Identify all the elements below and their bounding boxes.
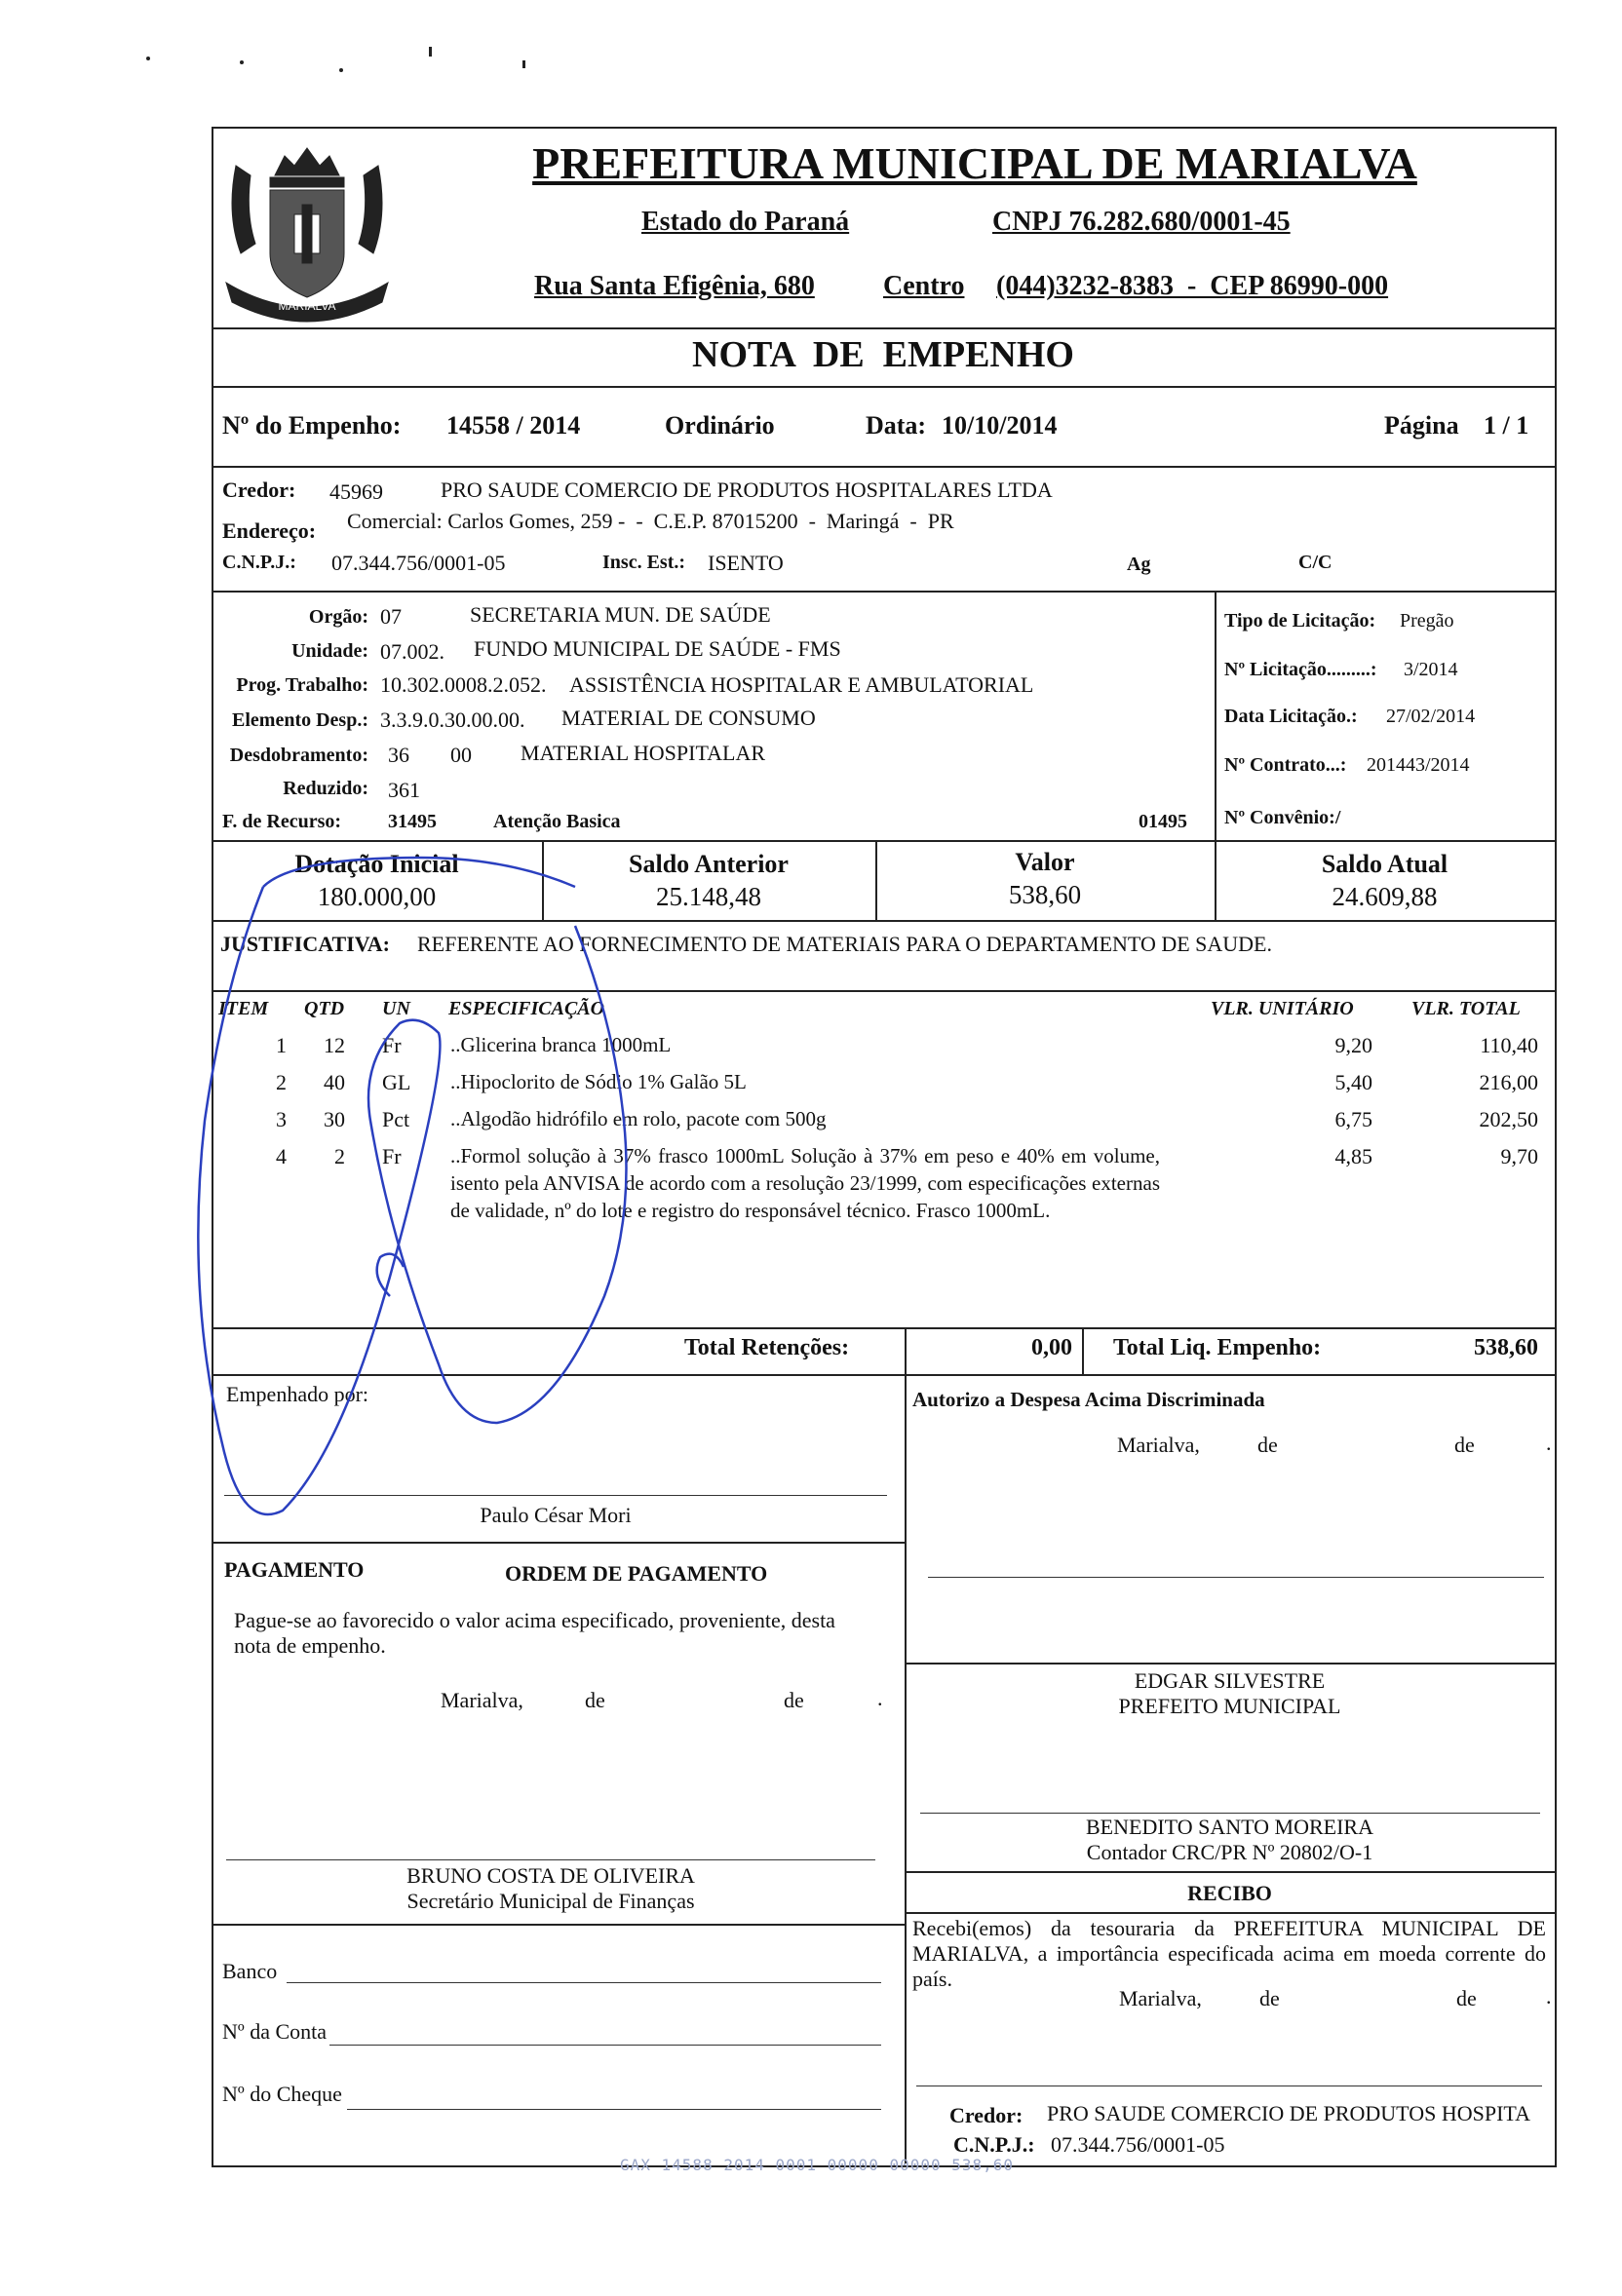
recibo-cnpj-label: C.N.P.J.:	[953, 2132, 1035, 2157]
dotacao-value: 180.000,00	[317, 882, 437, 911]
desdobramento-b: 00	[450, 743, 472, 767]
header-state: Estado do Paraná	[641, 207, 850, 237]
reduzido-value: 361	[388, 778, 420, 802]
recibo-cnpj: 07.344.756/0001-05	[1051, 2132, 1225, 2157]
prog-trabalho-name: ASSISTÊNCIA HOSPITALAR E AMBULATORIAL	[569, 672, 1034, 697]
empenhado-por-name: Paulo César Mori	[480, 1503, 632, 1527]
insc-est-label: Insc. Est.:	[602, 552, 686, 573]
prog-trabalho-label: Prog. Trabalho:	[236, 674, 368, 696]
header-district: Centro	[883, 271, 965, 301]
item-1-un: Fr	[382, 1033, 402, 1057]
elemento-label: Elemento Desp.:	[232, 709, 368, 731]
prog-trabalho-code: 10.302.0008.2.052.	[380, 672, 547, 697]
item-3-total: 202,50	[1479, 1107, 1538, 1131]
data-licitacao: 27/02/2014	[1386, 706, 1476, 727]
item-3-unit: 6,75	[1334, 1107, 1372, 1131]
credor-cnpj: 07.344.756/0001-05	[331, 551, 506, 575]
data-licitacao-label: Data Licitação.:	[1224, 706, 1358, 727]
address-label: Endereço:	[222, 518, 317, 543]
col-spec-header: ESPECIFICAÇÃO	[448, 998, 605, 1019]
recibo-credor-label: Credor:	[949, 2103, 1023, 2127]
page-number: 1 / 1	[1484, 411, 1529, 440]
header-cnpj: CNPJ 76.282.680/0001-45	[992, 207, 1291, 237]
desdobramento-label: Desdobramento:	[229, 745, 368, 766]
item-4-spec: ..Formol solução à 37% frasco 1000mL Solução à 37% em peso e 40% em volume, isento pela ANVISA de acordo com a resolução 23/1999, com especificações externas de validade, nº do lote e registro do responsável técnico. Frasco 1000mL.	[450, 1144, 1160, 1222]
svg-text:MARIALVA: MARIALVA	[278, 299, 336, 313]
credor-name: PRO SAUDE COMERCIO DE PRODUTOS HOSPITALARES LTDA	[441, 478, 1053, 502]
item-2-un: GL	[382, 1070, 411, 1094]
item-4-number: 4	[276, 1144, 287, 1168]
total-liq-value: 538,60	[1474, 1335, 1538, 1360]
empenho-number: 14558 / 2014	[446, 411, 581, 440]
tipo-licitacao: Pregão	[1400, 610, 1454, 631]
item-1-total: 110,40	[1480, 1033, 1538, 1057]
item-2-unit: 5,40	[1334, 1070, 1372, 1094]
item-2-qtd: 40	[324, 1070, 345, 1094]
col-qtd-header: QTD	[304, 998, 345, 1019]
valor-value: 538,60	[1008, 880, 1082, 909]
cheque-field[interactable]	[347, 2109, 881, 2110]
recibo-city: Marialva,	[1119, 1986, 1202, 2010]
conta-label: Nº da Conta	[222, 2019, 328, 2044]
contrato-label: Nº Contrato...:	[1224, 754, 1347, 776]
pagamento-label: PAGAMENTO	[224, 1557, 365, 1582]
orgao-label: Orgão:	[308, 606, 368, 628]
item-4-unit: 4,85	[1334, 1144, 1372, 1168]
banco-label: Banco	[222, 1959, 278, 1983]
item-2-spec: ..Hipoclorito de Sódio 1% Galão 5L	[450, 1070, 747, 1093]
orgao-code: 07	[380, 604, 402, 629]
mechanical-stamp: GAX 14588 2014 0001 00000 00000 538,60	[620, 2156, 1015, 2174]
justificativa-label: JUSTIFICATIVA:	[220, 932, 391, 956]
convenio-label: Nº Convênio:/	[1224, 807, 1341, 828]
item-1-qtd: 12	[324, 1033, 345, 1057]
num-licitacao: 3/2014	[1404, 659, 1458, 680]
document-title: NOTA DE EMPENHO	[692, 334, 1074, 375]
desdobramento-a: 36	[388, 743, 409, 767]
item-4-total: 9,70	[1500, 1144, 1538, 1168]
contrato-number: 201443/2014	[1367, 754, 1470, 776]
total-liq-label: Total Liq. Empenho:	[1113, 1335, 1322, 1360]
col-total-header: VLR. TOTAL	[1411, 998, 1521, 1019]
elemento-code: 3.3.9.0.30.00.00.	[380, 708, 525, 732]
item-2-total: 216,00	[1479, 1070, 1538, 1094]
item-4-un: Fr	[382, 1144, 402, 1168]
header-title: PREFEITURA MUNICIPAL DE MARIALVA	[532, 138, 1417, 188]
elemento-name: MATERIAL DE CONSUMO	[561, 706, 816, 730]
col-unit-header: VLR. UNITÁRIO	[1211, 998, 1354, 1019]
empenho-type: Ordinário	[665, 411, 775, 440]
item-2-number: 2	[276, 1070, 287, 1094]
insc-est: ISENTO	[708, 551, 784, 575]
recibo-de-1: de	[1259, 1986, 1280, 2010]
pagamento-de-2: de	[784, 1688, 804, 1712]
ag-label: Ag	[1127, 554, 1151, 575]
empenho-date: 10/10/2014	[942, 411, 1058, 440]
recibo-title: RECIBO	[1187, 1881, 1272, 1905]
item-3-un: Pct	[382, 1107, 410, 1131]
empenhado-por-label: Empenhado por:	[226, 1382, 369, 1406]
valor-label: Valor	[1015, 848, 1075, 876]
saldo-anterior-value: 25.148,48	[656, 882, 761, 911]
secretario-name: BRUNO COSTA DE OLIVEIRA	[406, 1863, 695, 1888]
unidade-name: FUNDO MUNICIPAL DE SAÚDE - FMS	[474, 636, 841, 661]
desdobramento-name: MATERIAL HOSPITALAR	[521, 741, 766, 765]
fonte-recurso-name: Atenção Basica	[493, 811, 621, 832]
credor-address: Comercial: Carlos Gomes, 259 - - C.E.P. 87015200 - Maringá - PR	[347, 509, 954, 533]
saldo-atual-label: Saldo Atual	[1321, 850, 1448, 878]
handwritten-signature	[166, 828, 673, 1550]
recibo-credor-name: PRO SAUDE COMERCIO DE PRODUTOS HOSPITA	[1047, 2101, 1530, 2125]
item-3-spec: ..Algodão hidrófilo em rolo, pacote com 500g	[450, 1107, 827, 1130]
page-label: Página	[1384, 411, 1459, 440]
autorizo-de-2: de	[1454, 1433, 1475, 1457]
recibo-de-2: de	[1456, 1986, 1477, 2010]
secretario-role: Secretário Municipal de Finanças	[406, 1889, 695, 1913]
fonte-recurso-code: 31495	[388, 811, 437, 832]
prefeito-name: EDGAR SILVESTRE	[1134, 1668, 1326, 1693]
saldo-anterior-label: Saldo Anterior	[629, 850, 789, 878]
recibo-text: Recebi(emos) da tesouraria da PREFEITURA MUNICIPAL DE MARIALVA, a importância especificada acima em moeda corrente do país.	[912, 1916, 1546, 1991]
col-un-header: UN	[382, 998, 410, 1019]
total-retencoes-value: 0,00	[1031, 1335, 1072, 1360]
banco-field[interactable]	[287, 1982, 881, 1983]
empenho-number-label: Nº do Empenho:	[222, 411, 402, 440]
credor-label: Credor:	[222, 478, 296, 502]
fonte-recurso-right: 01495	[1139, 811, 1187, 832]
item-3-qtd: 30	[324, 1107, 345, 1131]
credor-cnpj-label: C.N.P.J.:	[222, 552, 296, 573]
orgao-name: SECRETARIA MUN. DE SAÚDE	[470, 602, 771, 627]
header-phone-cep: (044)3232-8383 - CEP 86990-000	[996, 271, 1389, 301]
contador-name: BENEDITO SANTO MOREIRA	[1086, 1815, 1373, 1839]
tipo-licitacao-label: Tipo de Licitação:	[1224, 610, 1376, 631]
cc-label: C/C	[1298, 552, 1332, 573]
prefeito-role: PREFEITO MUNICIPAL	[1118, 1694, 1341, 1718]
item-1-unit: 9,20	[1334, 1033, 1372, 1057]
pagamento-city: Marialva,	[441, 1688, 523, 1712]
autorizo-label: Autorizo a Despesa Acima Discriminada	[912, 1388, 1265, 1411]
item-4-qtd: 2	[334, 1144, 345, 1168]
autorizo-city: Marialva,	[1117, 1433, 1200, 1457]
pagamento-text: Pague-se ao favorecido o valor acima especificado, proveniente, desta nota de empenho.	[234, 1608, 835, 1658]
unidade-label: Unidade:	[291, 640, 368, 662]
item-3-number: 3	[276, 1107, 287, 1131]
item-1-spec: ..Glicerina branca 1000mL	[450, 1033, 672, 1056]
pagamento-de-1: de	[585, 1688, 605, 1712]
num-licitacao-label: Nº Licitação.........:	[1224, 659, 1377, 680]
coat-of-arms-logo	[216, 136, 398, 327]
item-1-number: 1	[276, 1033, 287, 1057]
fonte-recurso-label: F. de Recurso:	[222, 811, 342, 832]
total-retencoes-label: Total Retenções:	[684, 1335, 850, 1360]
credor-code: 45969	[329, 479, 383, 504]
saldo-atual-value: 24.609,88	[1332, 882, 1438, 911]
contador-role: Contador CRC/PR Nº 20802/O-1	[1086, 1840, 1373, 1864]
col-item-header: ITEM	[218, 998, 269, 1019]
empenho-date-label: Data:	[866, 411, 927, 440]
header-street: Rua Santa Efigênia, 680	[534, 271, 815, 301]
reduzido-label: Reduzido:	[283, 778, 368, 799]
dotacao-label: Dotação Inicial	[294, 850, 459, 878]
conta-field[interactable]	[329, 2045, 881, 2046]
unidade-code: 07.002.	[380, 639, 444, 664]
justificativa-text: REFERENTE AO FORNECIMENTO DE MATERIAIS PARA O DEPARTAMENTO DE SAUDE.	[417, 932, 1272, 956]
autorizo-de-1: de	[1257, 1433, 1278, 1457]
ordem-pagamento-title: ORDEM DE PAGAMENTO	[505, 1561, 768, 1586]
cheque-label: Nº do Cheque	[222, 2082, 342, 2106]
